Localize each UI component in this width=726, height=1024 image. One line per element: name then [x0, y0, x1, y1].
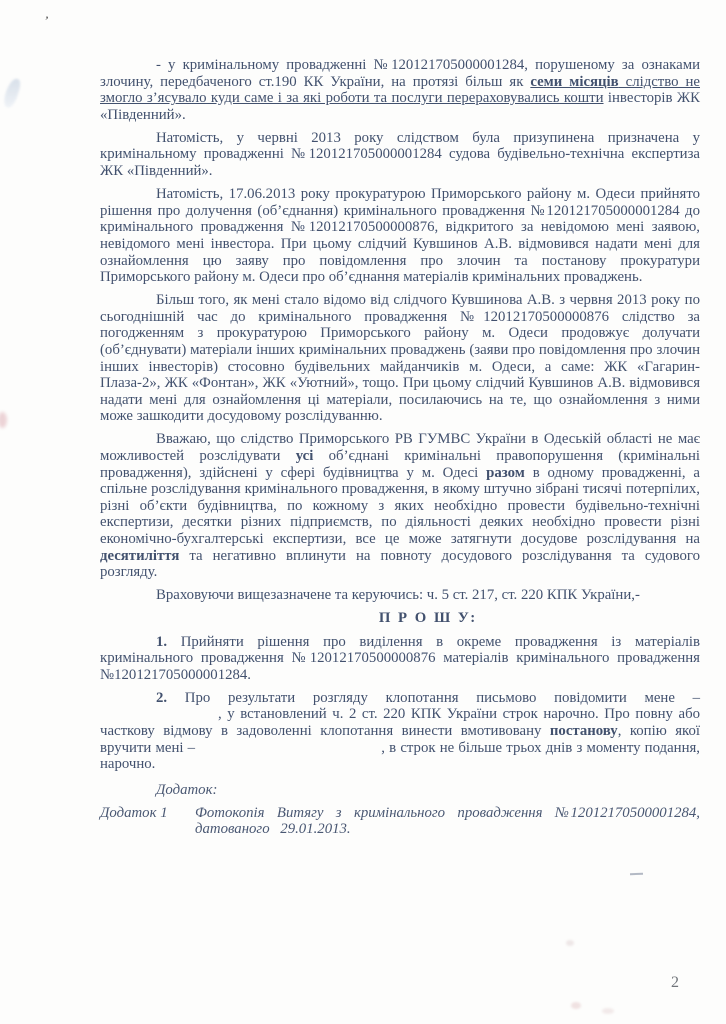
scan-speck-mark: ’ — [42, 12, 50, 29]
text-segment: , у встановлений ч. 2 ст. 220 КПК України строк нарочно. Про повну або часткову відмову в задоволенні клопотання винести вмотивовану — [100, 706, 700, 739]
text-segment: Натомість, 17.06.2013 року прокуратурою Приморського району м. Одеси прийнято рішення про долучення (об’єднання) кримінального провадження №120121705000001284 до кримінального провадження №12012170500000876, відкритого за невідомою мені заявою, невідомого мені інвестора. При цьому слідчий Кувшинов А.В. відмовився надати мені для ознайомлення цю заяву про повідомлення про злочин та постанову прокуратури Приморського району м. Одеси про об’єднання матеріалів кримінальних проваджень. — [100, 186, 700, 286]
text-segment-bold: разом — [486, 464, 525, 481]
paragraph-expertise-suspended — [100, 130, 700, 180]
text-segment: Про результати розгляду клопотання письмово повідомити мене – — [167, 689, 700, 706]
paragraph-opinion — [100, 431, 700, 580]
text-segment: в одному провадженні, а спільне розслідування кримінального провадження, в якому штучно зібрані тисячі потерпілих, різні об’єкти будівництва, по кожному з яких необхідно провести будівельно-технічні експертизи, десятки різних підприємств, по діяльності деяких необхідно провести різні економічно-бухгалтерські експертизи, все це може затягнути досудове розслідування на — [100, 464, 701, 548]
paragraph-ongoing-merging — [100, 292, 700, 425]
attachment-description: Фотокопія Витягу з кримінального провадження №12012170500001284, датованого 29.01.2013. — [195, 804, 700, 838]
text-segment: об’єднані кримінальні правопорушення (кримінальні провадження), здійснені у сфері будівництва у м. Одесі — [100, 448, 700, 481]
paragraph-case-1284-findings — [100, 57, 700, 123]
attachments-heading — [100, 782, 700, 799]
request-heading — [100, 610, 700, 627]
text-segment: інвесторів ЖК «Південний». — [100, 90, 701, 123]
attachments-section — [100, 782, 700, 838]
heading-text: П Р О Ш У: — [378, 610, 478, 627]
paragraph-legal-basis — [100, 587, 700, 604]
text-segment-bold: усі — [295, 448, 314, 465]
text-segment: , в строк не більше трьох днів з моменту подання, нарочно. — [100, 739, 700, 773]
item-number: 2. — [156, 689, 168, 706]
text-segment-underline: слідство не змогло з’ясувало куди саме і за які роботи та послуги перераховувались кошти — [100, 73, 700, 107]
text-segment: Вважаю, що слідство Приморського РВ ГУМВС України в Одеській області не має можливостей розслідувати — [100, 431, 700, 465]
text-segment: Додаток: — [156, 781, 218, 798]
item-number: 1. — [156, 633, 168, 650]
scan-smudge-bottom — [602, 1008, 614, 1014]
text-segment: Більш того, як мені стало відомо від слідчого Кувшинова А.В. з червня 2013 року по сьогоднішній час до кримінального провадження №12012170500000876 слідство за погодженням з прокуратурою Приморського району м. Одеси продовжує долучати (об’єднувати) матеріали інших кримінальних проваджень (заяви про повідомлення про злочин інших інвесторів) стосовно будівельних майданчиків м. Одеси, а саме: ЖК «Гагарин-Плаза-2», ЖК «Фонтан», ЖК «Уютний», тощо. При цьому слідчий Кувшинов А.В. відмовився надати мені для ознайомлення ці матеріали, посилаючись на те, що ознайомлення з ними може зашкодити досудовому розслідуванню. — [100, 292, 700, 425]
text-segment-bold-underline: семи місяців — [530, 73, 619, 90]
paragraph-merge-decision — [100, 186, 700, 286]
request-item-1 — [100, 634, 700, 684]
request-item-2 — [100, 690, 700, 773]
text-segment: та негативно вплинути на повноту досудового розслідування та судового розгляду. — [100, 547, 700, 581]
scan-smudge-blue — [2, 77, 23, 109]
scan-smudge-bottom — [566, 940, 574, 946]
text-segment: Прийняти рішення про виділення в окреме провадження із матеріалів кримінального провадження №12012170500000876 матеріалів кримінального провадження №120121705000001284. — [100, 633, 700, 683]
text-segment: Натомість, у червні 2013 року слідством була призупинена призначена у кримінальному провадженні №120121705000001284 судова будівельно-технічна експертиза ЖК «Південний». — [100, 129, 700, 180]
text-segment-bold: постанову — [549, 722, 618, 739]
attachment-row — [100, 805, 700, 838]
attachment-label: Додаток 1 — [100, 804, 168, 821]
text-segment-bold: десятиліття — [100, 547, 180, 564]
text-segment: Враховуючи вищезазначене та керуючись: ч. 5 ст. 217, ст. 220 КПК України,- — [156, 587, 640, 604]
document-body — [100, 57, 700, 838]
text-segment: , копію якої вручити мені – — [100, 722, 700, 756]
text-segment: - у кримінальному провадженні №120121705000001284, порушеному за ознаками злочину, передбаченого ст.190 КК України, на протязі більш як — [100, 57, 700, 90]
page-number: 2 — [671, 974, 679, 991]
pen-dash-mark — [630, 873, 643, 875]
scan-smudge-pink — [0, 412, 7, 428]
scan-smudge-bottom — [571, 1002, 581, 1009]
